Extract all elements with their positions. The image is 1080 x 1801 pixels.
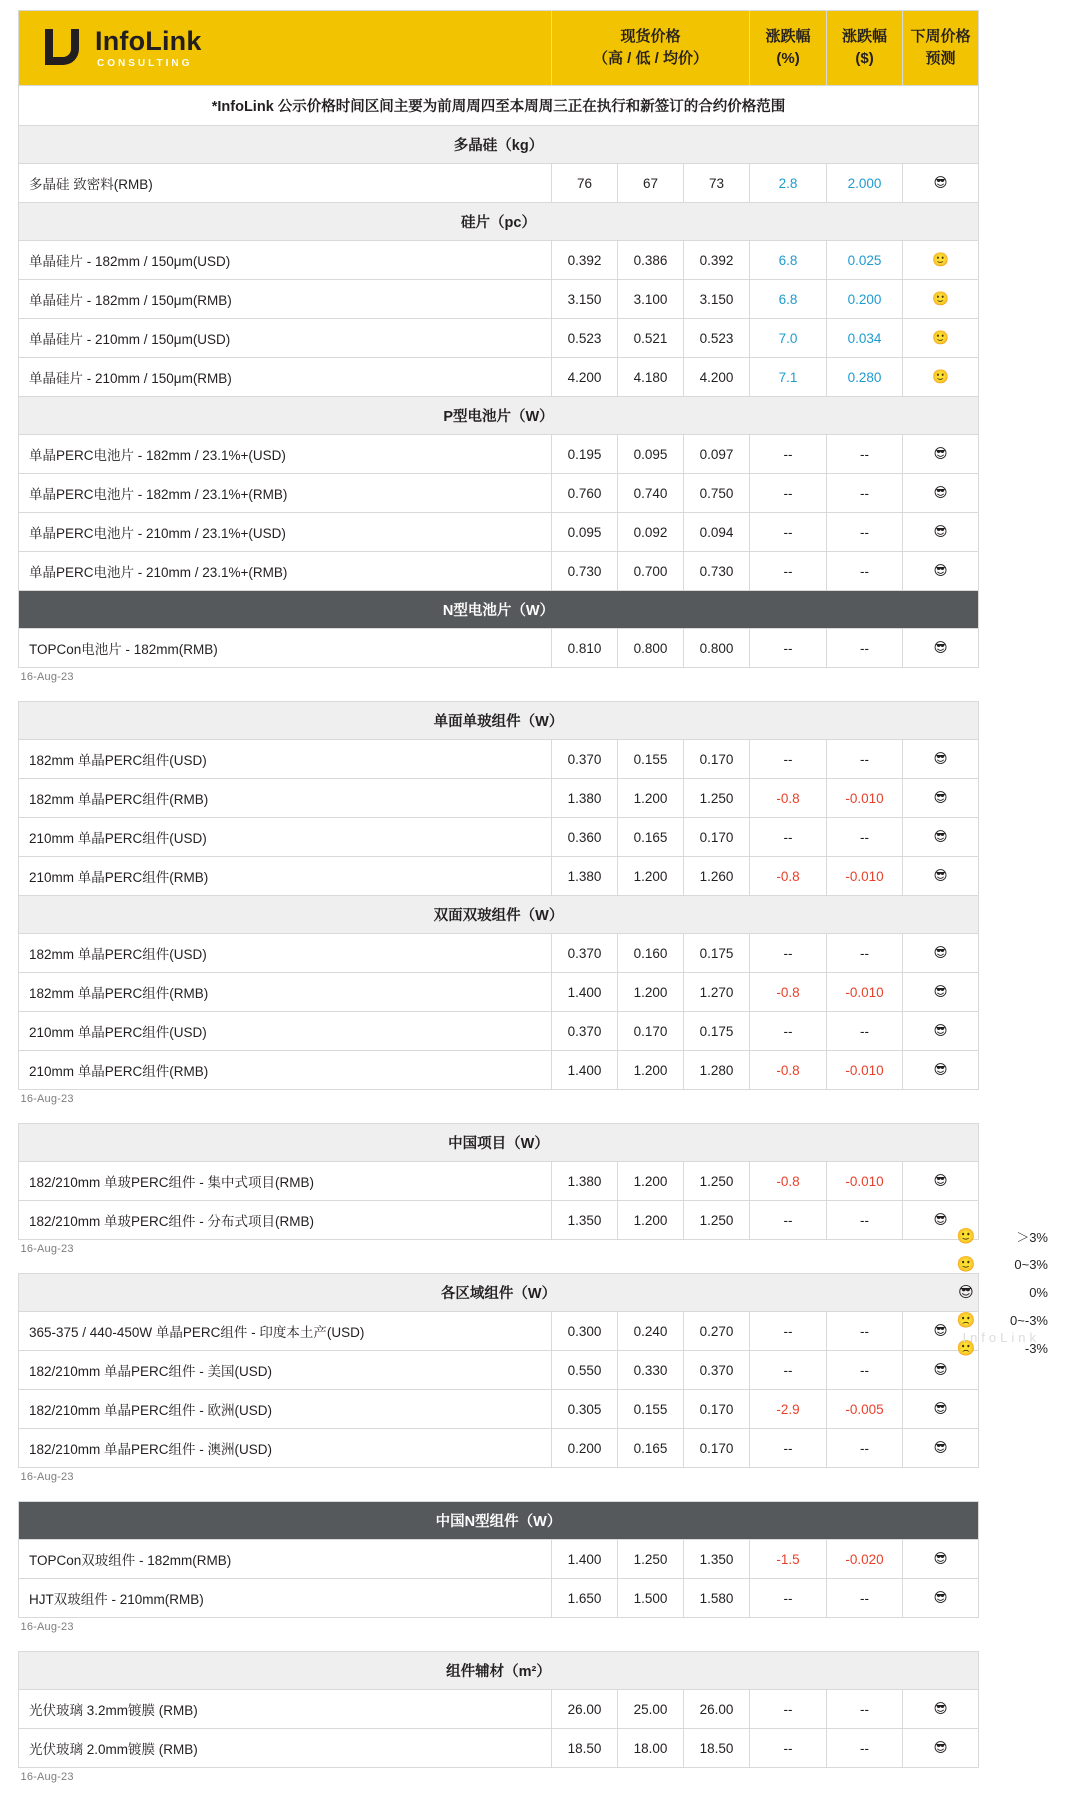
change-percent: -- [750,1201,827,1240]
table-row [19,1351,979,1390]
price-low: 0.165 [618,818,684,857]
forecast-icon: 😎 [903,1579,979,1618]
price-high: 26.00 [552,1690,618,1729]
table-row [19,319,979,358]
change-value: -- [827,1690,903,1729]
table-row [19,1540,979,1579]
price-low: 0.095 [618,435,684,474]
price-low: 1.200 [618,1201,684,1240]
price-high: 0.523 [552,319,618,358]
legend-icon: 🙁 [956,1339,976,1357]
change-percent: -0.8 [750,857,827,896]
price-low: 25.00 [618,1690,684,1729]
section-header-row [19,1274,979,1312]
date-stamp: 16-Aug-23 [19,1618,979,1635]
price-high: 0.370 [552,934,618,973]
section-title: N型电池片（W） [19,591,979,629]
change-percent: -- [750,934,827,973]
price-high: 76 [552,164,618,203]
price-avg: 0.800 [684,629,750,668]
price-avg: 18.50 [684,1729,750,1768]
table-row [19,934,979,973]
price-avg: 1.250 [684,779,750,818]
price-low: 0.740 [618,474,684,513]
change-value: -- [827,435,903,474]
table-row [19,474,979,513]
watermark: InfoLink [962,1330,1040,1345]
product-name: 182/210mm 单晶PERC组件 - 美国(USD) [19,1351,552,1390]
date-stamp: 16-Aug-23 [19,1468,979,1485]
logo [19,11,552,86]
table-header-row [19,11,979,86]
table-row [19,552,979,591]
change-percent: -- [750,1012,827,1051]
price-high: 18.50 [552,1729,618,1768]
section-header-row [19,896,979,934]
table-row [19,818,979,857]
price-low: 1.200 [618,973,684,1012]
forecast-icon: 😎 [903,1390,979,1429]
date-stamp: 16-Aug-23 [19,668,979,685]
price-avg: 1.250 [684,1201,750,1240]
table-row [19,1312,979,1351]
section-title: 中国项目（W） [19,1124,979,1162]
change-value: -- [827,818,903,857]
price-avg: 1.250 [684,1162,750,1201]
change-value: -- [827,740,903,779]
price-high: 1.400 [552,1051,618,1090]
forecast-icon: 😎 [903,513,979,552]
product-name: 182/210mm 单玻PERC组件 - 集中式项目(RMB) [19,1162,552,1201]
change-percent: 6.8 [750,280,827,319]
section-title: 多晶硅（kg） [19,126,979,164]
product-name: TOPCon双玻组件 - 182mm(RMB) [19,1540,552,1579]
price-high: 1.380 [552,779,618,818]
price-avg: 0.392 [684,241,750,280]
price-high: 0.810 [552,629,618,668]
forecast-icon: 😎 [903,779,979,818]
date-stamp-row [19,668,979,702]
change-percent: 2.8 [750,164,827,203]
section-title: P型电池片（W） [19,397,979,435]
change-percent: -- [750,552,827,591]
price-low: 0.800 [618,629,684,668]
price-avg: 1.260 [684,857,750,896]
table-row [19,1729,979,1768]
change-value: -0.010 [827,973,903,1012]
section-header-row [19,126,979,164]
price-low: 3.100 [618,280,684,319]
price-low: 1.200 [618,1051,684,1090]
section-header-row [19,1652,979,1690]
price-high: 0.550 [552,1351,618,1390]
change-percent: 6.8 [750,241,827,280]
table-row [19,241,979,280]
product-name: 单晶PERC电池片 - 182mm / 23.1%+(USD) [19,435,552,474]
price-avg: 1.270 [684,973,750,1012]
section-header-row [19,397,979,435]
product-name: 182/210mm 单玻PERC组件 - 分布式项目(RMB) [19,1201,552,1240]
price-high: 0.095 [552,513,618,552]
price-avg: 0.170 [684,1429,750,1468]
change-value: -- [827,1351,903,1390]
disclaimer-row [19,86,979,126]
product-name: 光伏玻璃 2.0mm镀膜 (RMB) [19,1729,552,1768]
change-percent: -- [750,740,827,779]
table-row [19,280,979,319]
change-value: -0.010 [827,857,903,896]
price-high: 0.370 [552,740,618,779]
product-name: 210mm 单晶PERC组件(USD) [19,818,552,857]
price-high: 0.195 [552,435,618,474]
disclaimer-text: *InfoLink 公示价格时间区间主要为前周周四至本周周三正在执行和新签订的合约价格范围 [19,86,979,126]
price-low: 1.200 [618,779,684,818]
change-percent: -- [750,1579,827,1618]
change-percent: -- [750,1351,827,1390]
forecast-icon: 😎 [903,857,979,896]
change-value: -- [827,1201,903,1240]
price-avg: 0.170 [684,740,750,779]
price-low: 0.092 [618,513,684,552]
table-row [19,973,979,1012]
change-percent: -2.9 [750,1390,827,1429]
change-value: -- [827,629,903,668]
logo-subtitle: CONSULTING [97,59,202,69]
price-avg: 0.750 [684,474,750,513]
product-name: 单晶硅片 - 182mm / 150μm(USD) [19,241,552,280]
date-stamp: 16-Aug-23 [19,1240,979,1257]
change-percent: -- [750,474,827,513]
forecast-icon: 😎 [903,164,979,203]
price-avg: 0.094 [684,513,750,552]
change-value: -- [827,1729,903,1768]
forecast-icon: 🙂 [903,319,979,358]
price-high: 1.350 [552,1201,618,1240]
change-percent: 7.0 [750,319,827,358]
price-high: 1.380 [552,857,618,896]
price-low: 4.180 [618,358,684,397]
forecast-icon: 😎 [903,740,979,779]
price-low: 18.00 [618,1729,684,1768]
product-name: 182mm 单晶PERC组件(USD) [19,740,552,779]
change-percent: -0.8 [750,1162,827,1201]
change-percent: -- [750,1429,827,1468]
forecast-icon: 😎 [903,818,979,857]
change-value: -- [827,1579,903,1618]
product-name: 单晶硅片 - 210mm / 150μm(USD) [19,319,552,358]
price-high: 1.400 [552,973,618,1012]
product-name: 182/210mm 单晶PERC组件 - 澳洲(USD) [19,1429,552,1468]
legend-icon: 🙁 [956,1311,976,1329]
product-name: 210mm 单晶PERC组件(RMB) [19,1051,552,1090]
col-header-change-pct: 涨跌幅 (%) [750,11,827,86]
product-name: 单晶PERC电池片 - 210mm / 23.1%+(RMB) [19,552,552,591]
forecast-icon: 😎 [903,934,979,973]
price-avg: 0.270 [684,1312,750,1351]
price-high: 0.200 [552,1429,618,1468]
section-title: 中国N型组件（W） [19,1502,979,1540]
change-value: 0.034 [827,319,903,358]
col-header-change-usd: 涨跌幅 ($) [827,11,903,86]
change-value: -- [827,934,903,973]
price-avg: 0.097 [684,435,750,474]
price-low: 0.160 [618,934,684,973]
change-value: 2.000 [827,164,903,203]
forecast-icon: 😎 [903,1729,979,1768]
legend-item [956,1250,1066,1278]
forecast-icon: 😎 [903,1201,979,1240]
table-row [19,1579,979,1618]
forecast-icon: 😎 [903,552,979,591]
price-avg: 0.175 [684,1012,750,1051]
forecast-icon: 😎 [903,1051,979,1090]
change-percent: -0.8 [750,779,827,818]
table-row [19,358,979,397]
change-value: -0.020 [827,1540,903,1579]
legend-icon: 🙂 [956,1255,976,1273]
section-title: 硅片（pc） [19,203,979,241]
date-stamp: 16-Aug-23 [19,1768,979,1785]
change-value: -0.010 [827,779,903,818]
table-row [19,1429,979,1468]
change-value: 0.025 [827,241,903,280]
product-name: TOPCon电池片 - 182mm(RMB) [19,629,552,668]
col-header-spot: 现货价格 （高 / 低 / 均价） [552,11,750,86]
date-stamp: 16-Aug-23 [19,1090,979,1107]
section-title: 双面双玻组件（W） [19,896,979,934]
price-avg: 4.200 [684,358,750,397]
price-high: 1.400 [552,1540,618,1579]
forecast-icon: 😎 [903,1690,979,1729]
table-row [19,1012,979,1051]
change-value: 0.280 [827,358,903,397]
product-name: 单晶硅片 - 210mm / 150μm(RMB) [19,358,552,397]
change-value: -- [827,1429,903,1468]
section-header-row [19,591,979,629]
price-avg: 26.00 [684,1690,750,1729]
change-percent: -0.8 [750,973,827,1012]
price-low: 0.170 [618,1012,684,1051]
forecast-icon: 😎 [903,1012,979,1051]
section-title: 组件辅材（m²） [19,1652,979,1690]
section-header-row [19,203,979,241]
forecast-icon: 😎 [903,474,979,513]
product-name: 182mm 单晶PERC组件(RMB) [19,779,552,818]
section-header-row [19,702,979,740]
table-row [19,1390,979,1429]
legend-icon: 🙂 [956,1227,976,1245]
price-avg: 0.175 [684,934,750,973]
change-percent: -- [750,629,827,668]
col-header-forecast: 下周价格 预测 [903,11,979,86]
forecast-icon: 😎 [903,435,979,474]
price-high: 1.380 [552,1162,618,1201]
table-row [19,164,979,203]
change-value: -- [827,552,903,591]
product-name: 365-375 / 440-450W 单晶PERC组件 - 印度本土产(USD) [19,1312,552,1351]
price-table [18,10,979,1801]
price-high: 0.305 [552,1390,618,1429]
section-header-row [19,1124,979,1162]
table-row [19,513,979,552]
price-high: 0.370 [552,1012,618,1051]
price-avg: 1.280 [684,1051,750,1090]
price-low: 0.240 [618,1312,684,1351]
table-row [19,1690,979,1729]
legend-label: -3% [992,1341,1048,1356]
change-value: 0.200 [827,280,903,319]
price-avg: 0.523 [684,319,750,358]
price-high: 0.730 [552,552,618,591]
change-percent: 7.1 [750,358,827,397]
change-percent: -- [750,513,827,552]
change-value: -0.005 [827,1390,903,1429]
product-name: 单晶硅片 - 182mm / 150μm(RMB) [19,280,552,319]
price-low: 67 [618,164,684,203]
table-row [19,1201,979,1240]
change-value: -0.010 [827,1051,903,1090]
change-value: -- [827,474,903,513]
product-name: 182/210mm 单晶PERC组件 - 欧洲(USD) [19,1390,552,1429]
legend-item [956,1278,1066,1306]
price-high: 3.150 [552,280,618,319]
date-stamp-row [19,1240,979,1274]
section-title: 单面单玻组件（W） [19,702,979,740]
price-low: 0.521 [618,319,684,358]
price-avg: 0.170 [684,818,750,857]
price-low: 0.155 [618,740,684,779]
price-avg: 1.350 [684,1540,750,1579]
price-avg: 73 [684,164,750,203]
forecast-icon: 🙂 [903,241,979,280]
price-avg: 0.170 [684,1390,750,1429]
date-stamp-row [19,1768,979,1801]
price-low: 1.200 [618,1162,684,1201]
legend-label: 0% [992,1285,1048,1300]
date-stamp-row [19,1618,979,1652]
product-name: 光伏玻璃 3.2mm镀膜 (RMB) [19,1690,552,1729]
change-percent: -- [750,1729,827,1768]
table-row [19,779,979,818]
forecast-icon: 😎 [903,1351,979,1390]
change-percent: -- [750,435,827,474]
price-high: 0.760 [552,474,618,513]
price-avg: 3.150 [684,280,750,319]
product-name: 210mm 单晶PERC组件(RMB) [19,857,552,896]
section-header-row [19,1502,979,1540]
price-avg: 0.370 [684,1351,750,1390]
section-title: 各区域组件（W） [19,1274,979,1312]
legend-icon: 😎 [956,1283,976,1301]
change-percent: -0.8 [750,1051,827,1090]
product-name: 182mm 单晶PERC组件(RMB) [19,973,552,1012]
forecast-icon: 😎 [903,629,979,668]
price-low: 1.200 [618,857,684,896]
forecast-icon: 😎 [903,1429,979,1468]
price-high: 0.300 [552,1312,618,1351]
table-row [19,740,979,779]
infolink-logo-icon [41,26,85,70]
price-high: 0.392 [552,241,618,280]
table-row [19,1162,979,1201]
legend-label: ＞3% [992,1227,1048,1246]
price-low: 0.155 [618,1390,684,1429]
date-stamp-row [19,1090,979,1124]
product-name: 单晶PERC电池片 - 182mm / 23.1%+(RMB) [19,474,552,513]
forecast-icon: 😎 [903,1540,979,1579]
forecast-icon: 😎 [903,973,979,1012]
forecast-icon: 🙂 [903,280,979,319]
change-value: -- [827,1012,903,1051]
change-percent: -- [750,1312,827,1351]
change-percent: -1.5 [750,1540,827,1579]
logo-name: InfoLink [95,28,202,55]
price-avg: 0.730 [684,552,750,591]
table-row [19,857,979,896]
product-name: 210mm 单晶PERC组件(USD) [19,1012,552,1051]
forecast-icon: 🙂 [903,358,979,397]
table-row [19,1051,979,1090]
price-high: 4.200 [552,358,618,397]
change-value: -0.010 [827,1162,903,1201]
price-high: 1.650 [552,1579,618,1618]
price-high: 0.360 [552,818,618,857]
product-name: 多晶硅 致密料(RMB) [19,164,552,203]
price-low: 0.700 [618,552,684,591]
date-stamp-row [19,1468,979,1502]
forecast-icon: 😎 [903,1162,979,1201]
price-avg: 1.580 [684,1579,750,1618]
change-value: -- [827,513,903,552]
price-low: 0.386 [618,241,684,280]
change-value: -- [827,1312,903,1351]
price-low: 0.165 [618,1429,684,1468]
product-name: 182mm 单晶PERC组件(USD) [19,934,552,973]
table-row [19,435,979,474]
product-name: HJT双玻组件 - 210mm(RMB) [19,1579,552,1618]
legend-label: 0~-3% [992,1313,1048,1328]
table-row [19,629,979,668]
change-percent: -- [750,1690,827,1729]
product-name: 单晶PERC电池片 - 210mm / 23.1%+(USD) [19,513,552,552]
price-low: 0.330 [618,1351,684,1390]
price-low: 1.500 [618,1579,684,1618]
change-percent: -- [750,818,827,857]
legend-item [956,1222,1066,1250]
forecast-icon: 😎 [903,1312,979,1351]
price-low: 1.250 [618,1540,684,1579]
legend-label: 0~3% [992,1257,1048,1272]
